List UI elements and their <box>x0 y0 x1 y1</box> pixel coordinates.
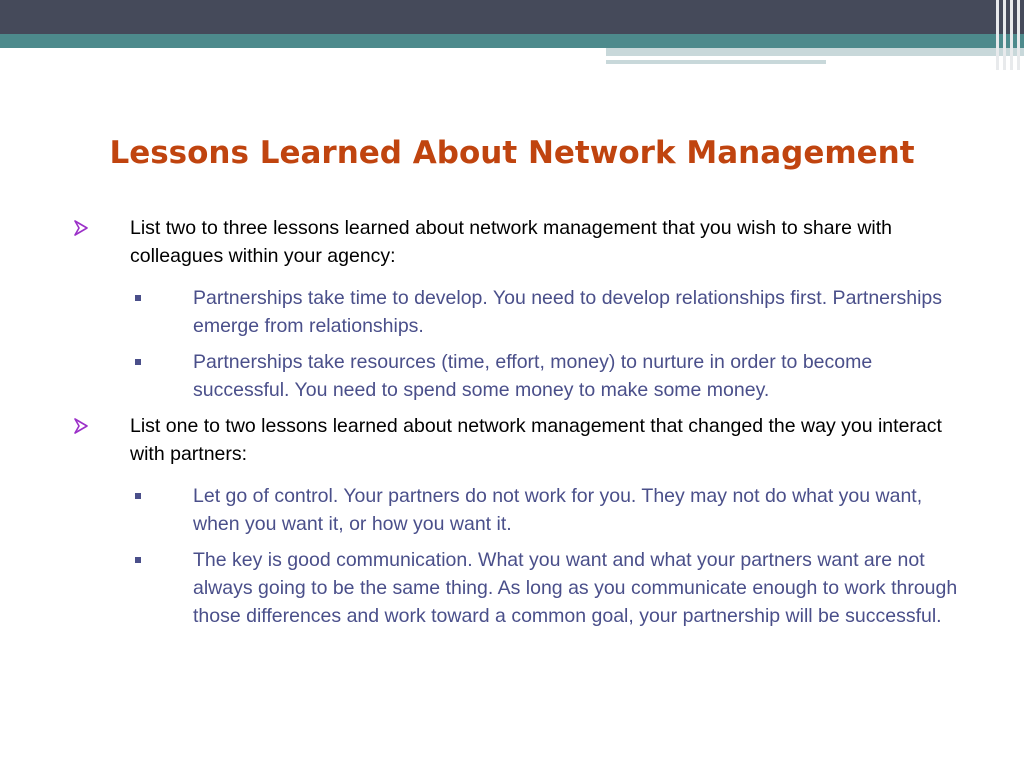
arrow-bullet-icon <box>74 220 88 236</box>
square-bullet-icon <box>135 557 141 563</box>
square-bullet-icon <box>135 295 141 301</box>
sub-bullet-text: Partnerships take time to develop. You need to develop relationships first. Partnerships emerge from relationships. <box>193 287 943 337</box>
header-light-band <box>606 48 1024 56</box>
header-vertical-bars <box>994 0 1024 70</box>
header-dark-band <box>0 0 1024 34</box>
arrow-bullet-icon <box>74 418 88 434</box>
bullet-level-1 <box>0 214 1024 270</box>
slide-content <box>0 214 1024 638</box>
header-light-line <box>606 56 948 58</box>
bullet-text: List two to three lessons learned about network management that you wish to share with colleagues within your agency: <box>130 217 893 267</box>
header-light-band-short <box>606 60 826 64</box>
bullet-text: List one to two lessons learned about network management that changed the way you interact with partners: <box>130 415 942 465</box>
square-bullet-icon <box>135 493 141 499</box>
bullet-level-1 <box>0 412 1024 468</box>
header-teal-band <box>0 34 1024 48</box>
bullet-level-2 <box>0 546 1024 630</box>
bullet-level-2 <box>0 482 1024 538</box>
sub-bullet-text: Partnerships take resources (time, effort, money) to nurture in order to become successful. You need to spend some money to make some money. <box>193 351 873 401</box>
slide-title: Lessons Learned About Network Management <box>109 135 915 171</box>
square-bullet-icon <box>135 359 141 365</box>
bullet-level-2 <box>0 348 1024 404</box>
sub-bullet-text: Let go of control. Your partners do not work for you. They may not do what you want, when you want it, or how you want it. <box>193 485 923 535</box>
bullet-level-2 <box>0 284 1024 340</box>
sub-bullet-text: The key is good communication. What you want and what your partners want are not always going to be the same thing. As long as you communicate enough to work through those differences and work toward a common goal, your partnership will be successful. <box>193 549 958 627</box>
